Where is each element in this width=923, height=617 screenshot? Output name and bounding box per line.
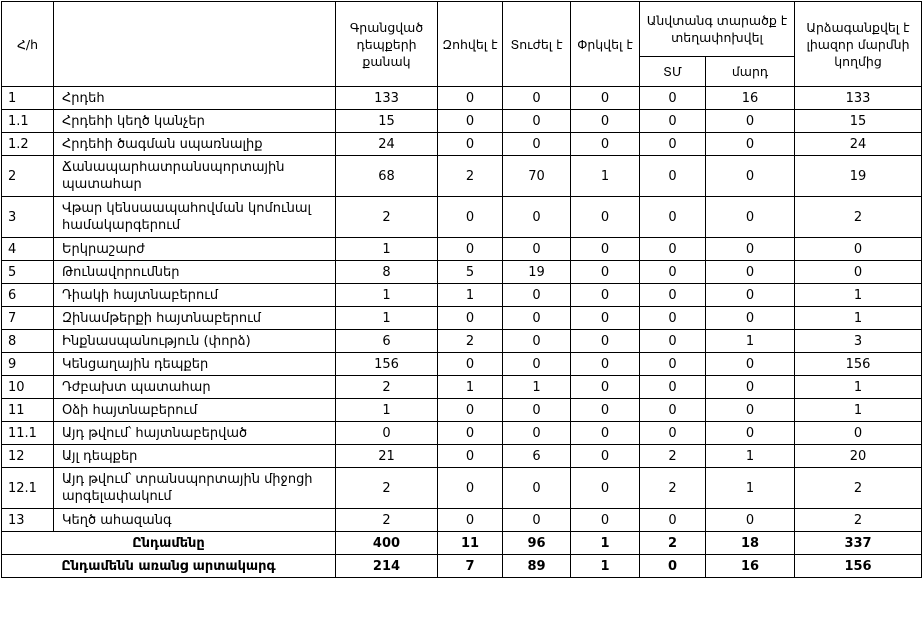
table-row (2, 110, 922, 133)
row-id: 5 (2, 261, 54, 284)
row-died: 0 (438, 87, 503, 110)
table-row (2, 353, 922, 376)
row-rescued: 0 (571, 445, 640, 468)
totals-excl-cases: 214 (336, 555, 438, 578)
row-id: 6 (2, 284, 54, 307)
row-cases: 1 (336, 284, 438, 307)
row-id: 8 (2, 330, 54, 353)
row-name: Կենցաղային դեպքեր (54, 353, 336, 376)
row-rescued: 0 (571, 238, 640, 261)
table-row (2, 468, 922, 509)
row-vehicles: 0 (640, 330, 706, 353)
row-people: 0 (706, 197, 795, 238)
row-injured: 6 (503, 445, 571, 468)
row-responded: 0 (795, 261, 922, 284)
row-people: 16 (706, 87, 795, 110)
row-injured: 0 (503, 284, 571, 307)
row-id: 13 (2, 509, 54, 532)
row-died: 1 (438, 284, 503, 307)
table-row (2, 330, 922, 353)
row-rescued: 0 (571, 468, 640, 509)
header-responded: Արձագանքվել է լիազոր մարմնի կողմից (795, 2, 922, 87)
row-cases: 2 (336, 468, 438, 509)
row-name: Դժբախտ պատահար (54, 376, 336, 399)
row-cases: 2 (336, 197, 438, 238)
row-responded: 0 (795, 238, 922, 261)
row-vehicles: 0 (640, 261, 706, 284)
table-row (2, 376, 922, 399)
header-row (2, 2, 922, 57)
table-row (2, 133, 922, 156)
row-responded: 20 (795, 445, 922, 468)
row-vehicles: 0 (640, 110, 706, 133)
header-died: Զոհվել է (438, 2, 503, 87)
row-died: 0 (438, 422, 503, 445)
row-died: 0 (438, 197, 503, 238)
row-people: 0 (706, 509, 795, 532)
row-cases: 15 (336, 110, 438, 133)
row-people: 0 (706, 399, 795, 422)
row-injured: 0 (503, 87, 571, 110)
row-died: 0 (438, 399, 503, 422)
row-died: 0 (438, 468, 503, 509)
row-died: 0 (438, 307, 503, 330)
row-id: 11 (2, 399, 54, 422)
row-responded: 24 (795, 133, 922, 156)
totals-excl-people: 16 (706, 555, 795, 578)
header-rescued: Փրկվել է (571, 2, 640, 87)
header-people: մարդ (706, 57, 795, 87)
row-vehicles: 0 (640, 399, 706, 422)
totals-injured: 96 (503, 532, 571, 555)
header-name (54, 2, 336, 87)
row-id: 1.2 (2, 133, 54, 156)
row-vehicles: 0 (640, 353, 706, 376)
row-responded: 0 (795, 422, 922, 445)
totals-responded: 337 (795, 532, 922, 555)
table-row (2, 238, 922, 261)
row-cases: 68 (336, 156, 438, 197)
totals-excl-label: Ընդամենն առանց արտակարգ (2, 555, 336, 578)
totals-vehicles: 2 (640, 532, 706, 555)
row-name: Այլ դեպքեր (54, 445, 336, 468)
row-injured: 0 (503, 399, 571, 422)
row-name: Օձի հայտնաբերում (54, 399, 336, 422)
row-cases: 21 (336, 445, 438, 468)
totals-excl-died: 7 (438, 555, 503, 578)
row-people: 0 (706, 261, 795, 284)
row-people: 0 (706, 238, 795, 261)
row-rescued: 0 (571, 330, 640, 353)
row-died: 5 (438, 261, 503, 284)
table-row (2, 307, 922, 330)
row-responded: 2 (795, 468, 922, 509)
row-vehicles: 0 (640, 284, 706, 307)
row-vehicles: 0 (640, 197, 706, 238)
row-vehicles: 0 (640, 238, 706, 261)
row-rescued: 0 (571, 376, 640, 399)
row-vehicles: 0 (640, 307, 706, 330)
row-id: 2 (2, 156, 54, 197)
row-vehicles: 0 (640, 422, 706, 445)
row-cases: 8 (336, 261, 438, 284)
row-died: 0 (438, 353, 503, 376)
row-people: 0 (706, 156, 795, 197)
row-cases: 6 (336, 330, 438, 353)
row-responded: 156 (795, 353, 922, 376)
totals-died: 11 (438, 532, 503, 555)
row-name: Հրդեհի կեղծ կանչեր (54, 110, 336, 133)
row-injured: 0 (503, 238, 571, 261)
row-responded: 1 (795, 307, 922, 330)
totals-people: 18 (706, 532, 795, 555)
row-vehicles: 0 (640, 156, 706, 197)
totals-excl-injured: 89 (503, 555, 571, 578)
row-id: 11.1 (2, 422, 54, 445)
row-injured: 0 (503, 468, 571, 509)
row-responded: 2 (795, 197, 922, 238)
row-injured: 0 (503, 353, 571, 376)
row-injured: 0 (503, 133, 571, 156)
row-id: 4 (2, 238, 54, 261)
header-vehicles: ՏՄ (640, 57, 706, 87)
row-injured: 19 (503, 261, 571, 284)
row-cases: 24 (336, 133, 438, 156)
row-rescued: 0 (571, 284, 640, 307)
row-id: 10 (2, 376, 54, 399)
table-row (2, 422, 922, 445)
row-people: 0 (706, 353, 795, 376)
row-name: Կեղծ ահազանգ (54, 509, 336, 532)
row-id: 12 (2, 445, 54, 468)
row-people: 1 (706, 445, 795, 468)
totals-label: Ընդամենը (2, 532, 336, 555)
row-people: 1 (706, 330, 795, 353)
row-responded: 15 (795, 110, 922, 133)
row-name: Հրդեհի ծագման սպառնալիք (54, 133, 336, 156)
row-died: 2 (438, 156, 503, 197)
row-rescued: 0 (571, 261, 640, 284)
table-row (2, 399, 922, 422)
row-injured: 0 (503, 330, 571, 353)
row-rescued: 0 (571, 133, 640, 156)
table-row (2, 261, 922, 284)
row-id: 7 (2, 307, 54, 330)
row-name: Թունավորումներ (54, 261, 336, 284)
header-id: Հ/հ (2, 2, 54, 87)
row-cases: 2 (336, 509, 438, 532)
row-rescued: 0 (571, 422, 640, 445)
row-vehicles: 0 (640, 376, 706, 399)
row-name: Վթար կենսաապահովման կոմունալ համակարգերում (54, 197, 336, 238)
row-cases: 2 (336, 376, 438, 399)
row-responded: 1 (795, 399, 922, 422)
header-injured: Տուժել է (503, 2, 571, 87)
row-died: 0 (438, 110, 503, 133)
row-responded: 2 (795, 509, 922, 532)
row-responded: 3 (795, 330, 922, 353)
table-body (2, 87, 922, 532)
totals-cases: 400 (336, 532, 438, 555)
row-cases: 0 (336, 422, 438, 445)
row-responded: 1 (795, 284, 922, 307)
table-row (2, 156, 922, 197)
row-id: 1 (2, 87, 54, 110)
row-people: 0 (706, 284, 795, 307)
row-rescued: 0 (571, 110, 640, 133)
row-cases: 1 (336, 238, 438, 261)
row-died: 1 (438, 376, 503, 399)
row-injured: 1 (503, 376, 571, 399)
table-row (2, 284, 922, 307)
row-died: 2 (438, 330, 503, 353)
row-died: 0 (438, 238, 503, 261)
row-injured: 0 (503, 110, 571, 133)
totals-rescued: 1 (571, 532, 640, 555)
row-name: Ճանապարհատրանսպորտային պատահար (54, 156, 336, 197)
row-injured: 0 (503, 197, 571, 238)
row-rescued: 0 (571, 87, 640, 110)
row-injured: 0 (503, 509, 571, 532)
row-rescued: 0 (571, 307, 640, 330)
totals-row (2, 532, 922, 555)
row-name: Այդ թվում՝ հայտնաբերված (54, 422, 336, 445)
row-responded: 19 (795, 156, 922, 197)
row-id: 1.1 (2, 110, 54, 133)
table-row (2, 197, 922, 238)
table-row (2, 445, 922, 468)
row-people: 0 (706, 422, 795, 445)
table-row (2, 509, 922, 532)
row-cases: 1 (336, 399, 438, 422)
row-died: 0 (438, 509, 503, 532)
row-people: 0 (706, 110, 795, 133)
totals-excl-row (2, 555, 922, 578)
row-responded: 133 (795, 87, 922, 110)
row-died: 0 (438, 133, 503, 156)
row-id: 9 (2, 353, 54, 376)
row-name: Զինամթերքի հայտնաբերում (54, 307, 336, 330)
row-injured: 0 (503, 307, 571, 330)
row-id: 3 (2, 197, 54, 238)
row-injured: 70 (503, 156, 571, 197)
row-rescued: 0 (571, 197, 640, 238)
row-people: 0 (706, 307, 795, 330)
row-name: Հրդեհ (54, 87, 336, 110)
row-vehicles: 2 (640, 468, 706, 509)
row-name: Երկրաշարժ (54, 238, 336, 261)
row-name: Այդ թվում՝ տրանսպորտային միջոցի արգելափակում (54, 468, 336, 509)
row-cases: 133 (336, 87, 438, 110)
row-vehicles: 0 (640, 87, 706, 110)
row-injured: 0 (503, 422, 571, 445)
row-rescued: 0 (571, 399, 640, 422)
row-people: 0 (706, 376, 795, 399)
row-died: 0 (438, 445, 503, 468)
totals-excl-responded: 156 (795, 555, 922, 578)
row-id: 12.1 (2, 468, 54, 509)
row-vehicles: 0 (640, 509, 706, 532)
row-vehicles: 0 (640, 133, 706, 156)
row-people: 1 (706, 468, 795, 509)
row-rescued: 0 (571, 353, 640, 376)
row-cases: 156 (336, 353, 438, 376)
row-responded: 1 (795, 376, 922, 399)
row-name: Դիակի հայտնաբերում (54, 284, 336, 307)
table-row (2, 87, 922, 110)
incident-statistics-table (1, 1, 922, 578)
header-safe-area-group: Անվտանգ տարածք է տեղափոխվել (640, 2, 795, 57)
row-rescued: 0 (571, 509, 640, 532)
totals-excl-vehicles: 0 (640, 555, 706, 578)
row-rescued: 1 (571, 156, 640, 197)
totals-excl-rescued: 1 (571, 555, 640, 578)
row-vehicles: 2 (640, 445, 706, 468)
row-people: 0 (706, 133, 795, 156)
header-cases: Գրանցված դեպքերի քանակ (336, 2, 438, 87)
row-cases: 1 (336, 307, 438, 330)
row-name: Ինքնասպանություն (փորձ) (54, 330, 336, 353)
